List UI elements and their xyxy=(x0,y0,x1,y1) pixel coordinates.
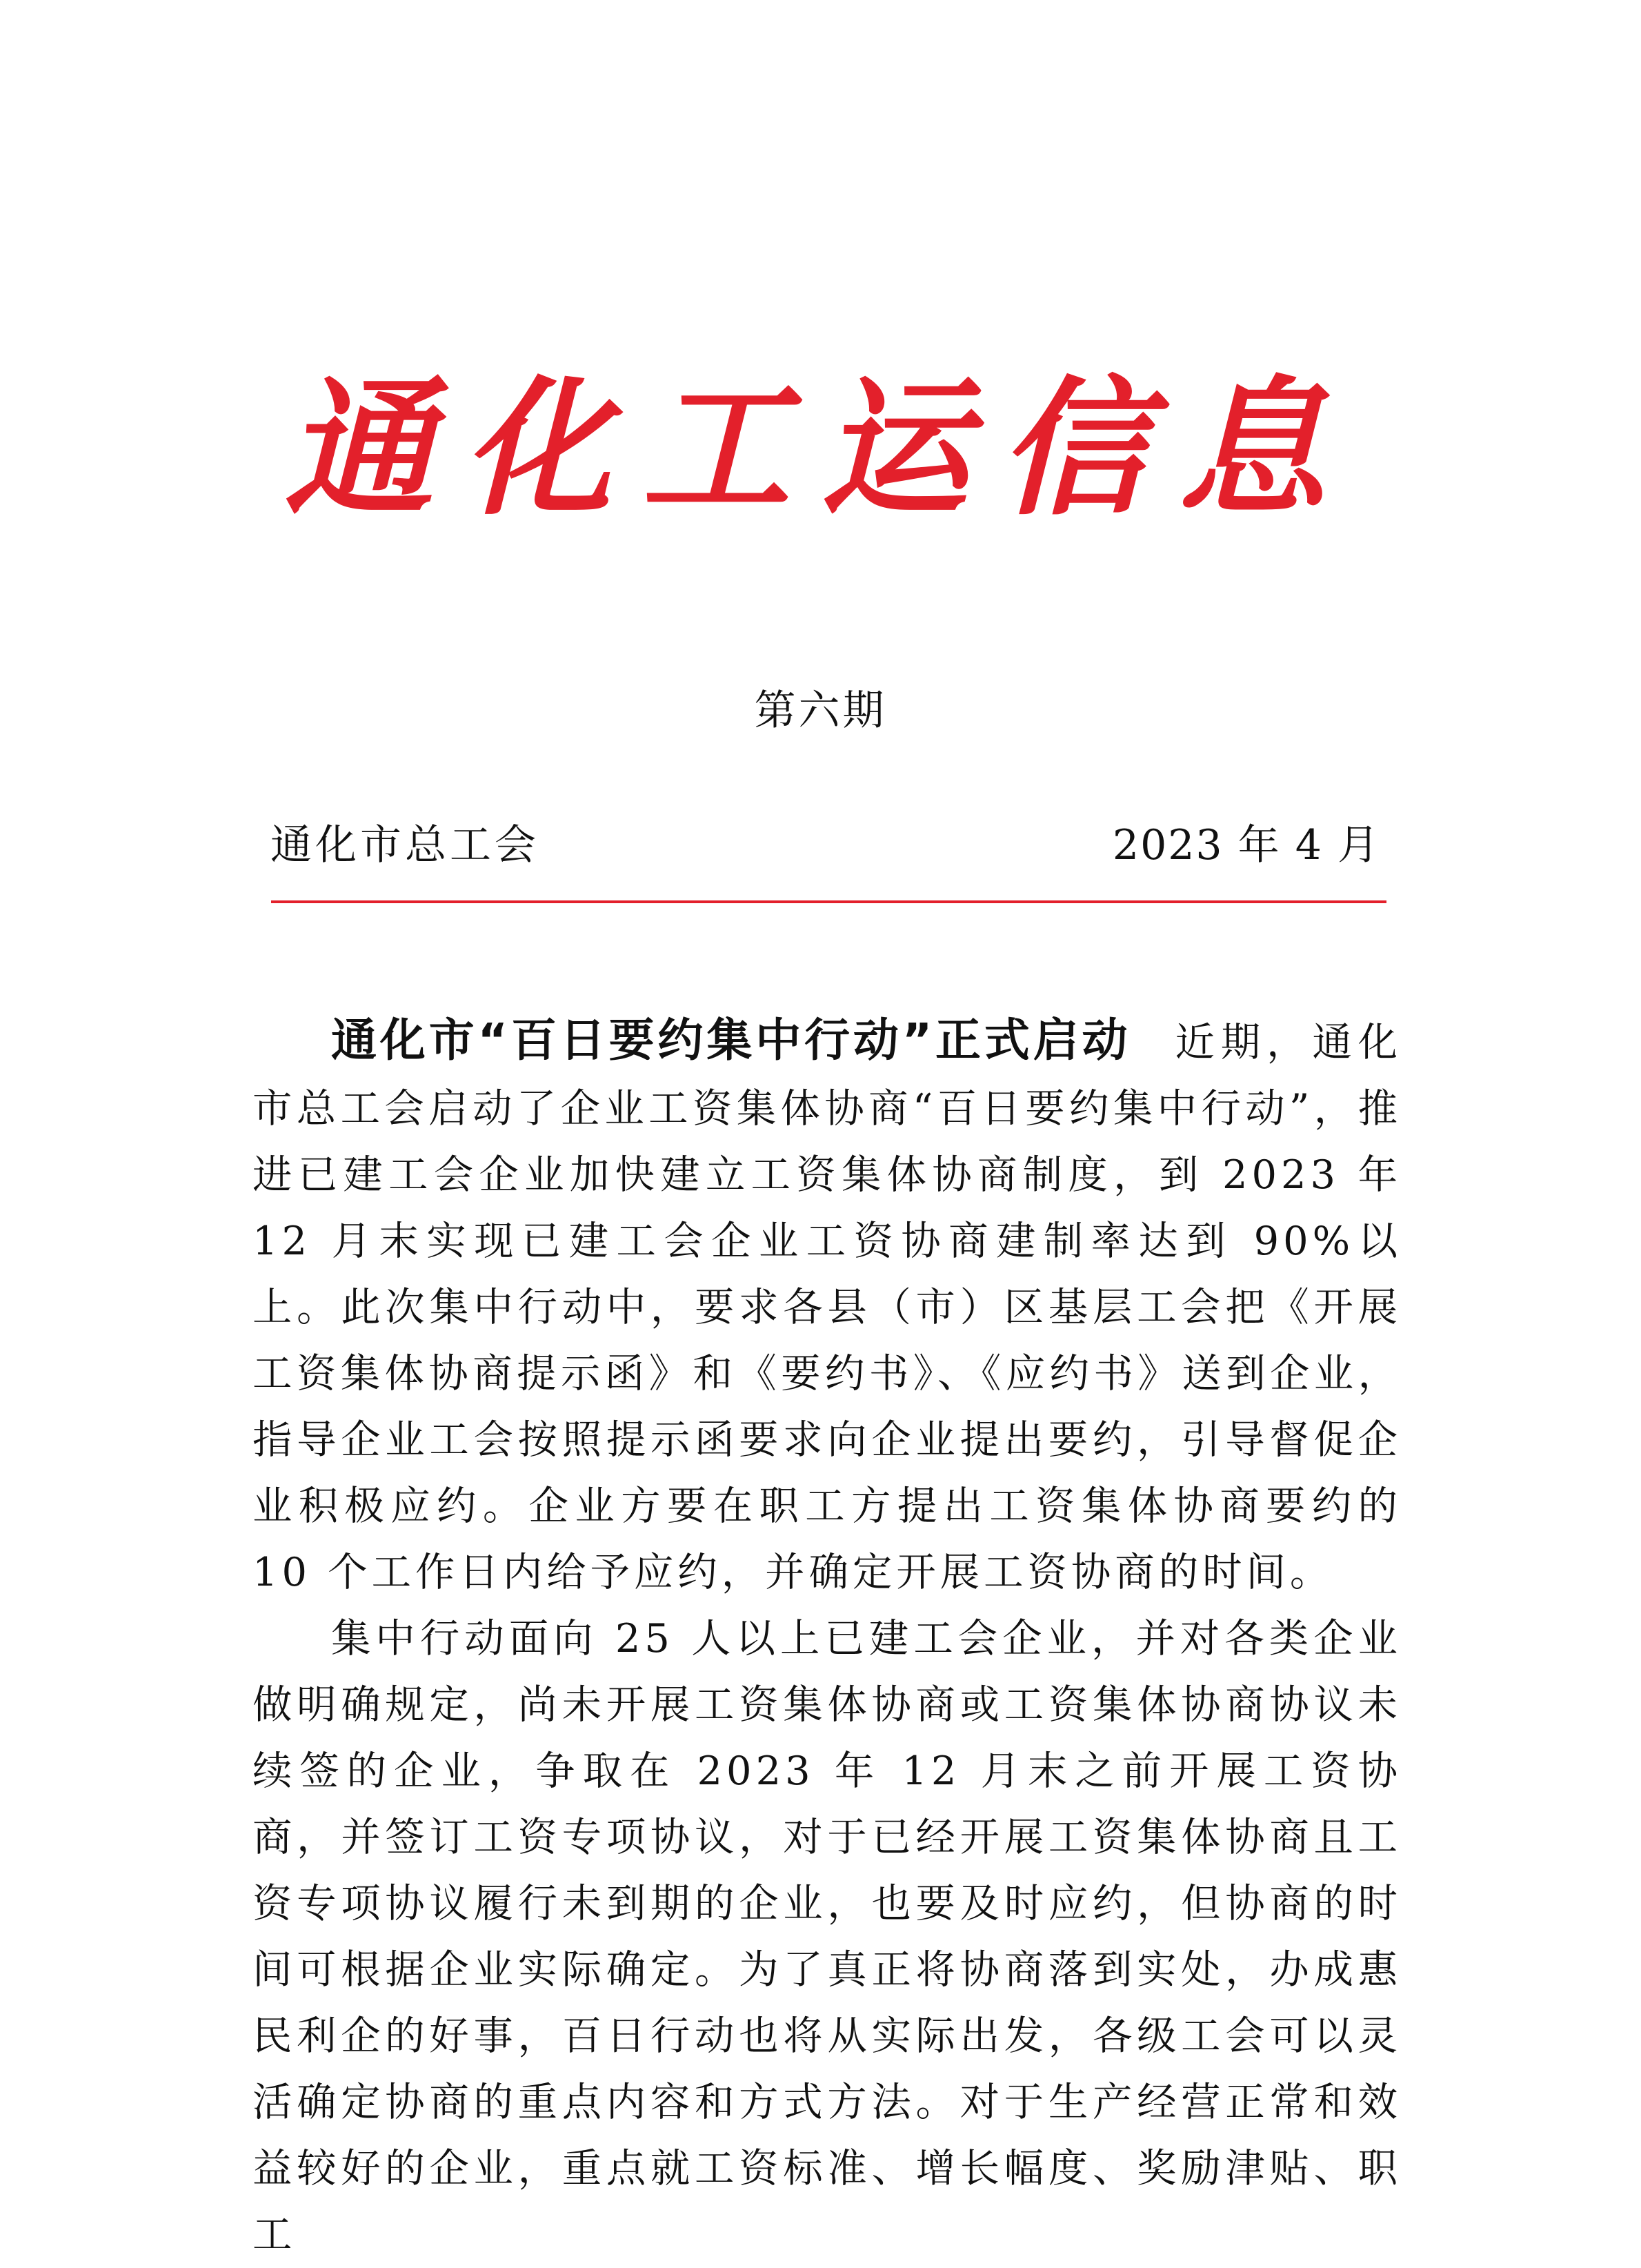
issue-number: 第六期 xyxy=(754,687,887,735)
article-paragraph-1 xyxy=(252,1007,1402,1606)
article xyxy=(252,1007,1402,2268)
masthead-title: 通化工运信息 xyxy=(284,361,1357,535)
article-paragraph-1-text: 近期，通化市总工会启动了企业工资集体协商“百日要约集中行动”，推进已建工会企业加快建立工资集体协商制度，到 2023 年 12 月末实现已建工会企业工资协商建制率达到 90%以上。此次集中行动中，要求各县（市）区基层工会把《开展工资集体协商提示函》和《要约书》、《应约书》送到企业，指导企业工会按照提示函要求向企业提出要约，引导督促企业积极应约。企业方要在职工方提出工资集体协商要约的 10 个工作日内给予应约，并确定开展工资协商的时间。 xyxy=(252,1019,1402,1595)
publisher-org: 通化市总工会 xyxy=(270,821,539,869)
red-divider xyxy=(271,900,1386,903)
article-paragraph-2: 集中行动面向 25 人以上已建工会企业，并对各类企业做明确规定，尚未开展工资集体协商或工资集体协商协议未续签的企业，争取在 2023 年 12 月末之前开展工资协商，并签订工资专项协议，对于已经开展工资集体协商且工资专项协议履行未到期的企业，也要及时应约，但协商的时间可根据企业实际确定。为了真正将协商落到实处，办成惠民利企的好事，百日行动也将从实际出发，各级工会可以灵活确定协商的重点内容和方式方法。对于生产经营正常和效益较好的企业，重点就工资标准、增长幅度、奖励津贴、职工 xyxy=(252,1615,1402,2258)
publisher-line xyxy=(270,818,1384,873)
article-title: 通化市“百日要约集中行动”正式启动 xyxy=(331,1014,1131,1067)
masthead xyxy=(276,345,1365,552)
publish-date: 2023 年 4 月 xyxy=(1112,821,1380,869)
